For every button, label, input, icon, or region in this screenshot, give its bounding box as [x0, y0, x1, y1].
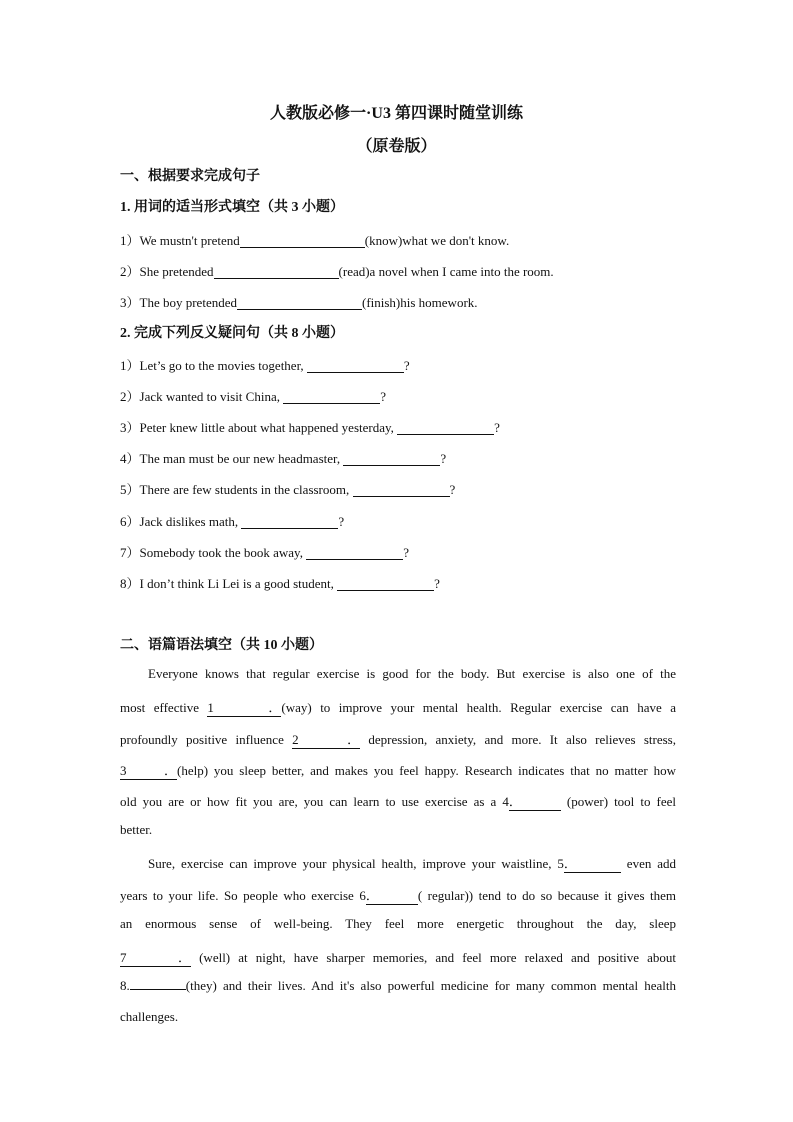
- passage-line: Everyone knows that regular exercise is good for the body. But exercise is also one of the: [148, 666, 676, 681]
- passage-text: (well) at night, have sharper memories, and feel more relaxed and positive about: [191, 950, 676, 965]
- passage-text: (they) and their lives. And it's also powerful medicine for many common mental health: [185, 978, 676, 993]
- section1-heading: 一、根据要求完成句子: [120, 169, 260, 184]
- passage-text: even add: [620, 856, 676, 871]
- passage-line: [120, 791, 676, 811]
- list-item: [120, 261, 554, 280]
- list-item: [120, 417, 500, 436]
- passage-text: (power) tool to feel: [560, 794, 676, 809]
- passage-text: (way) to improve your mental health. Regular exercise can have a: [281, 700, 676, 715]
- item-number: 3）: [120, 420, 140, 435]
- answer-blank[interactable]: [241, 515, 338, 529]
- item-number: 2）: [120, 389, 140, 404]
- item-text: Somebody took the book away,: [139, 545, 307, 560]
- answer-blank[interactable]: [214, 265, 339, 279]
- passage-text: most effective: [120, 700, 208, 715]
- answer-blank-6[interactable]: ．: [366, 885, 418, 905]
- item-text: (read)a novel when I came into the room.: [338, 264, 554, 279]
- part1-heading: 1. 用词的适当形式填空（共 3 小题）: [120, 200, 344, 215]
- answer-blank[interactable]: [237, 296, 362, 310]
- passage-text: ( regular)) tend to do so because it gives them: [417, 888, 677, 903]
- section2-heading: 二、语篇语法填空（共 10 小题）: [120, 638, 323, 653]
- passage-text: years to your life. So people who exercise 6: [120, 888, 366, 903]
- item-number: 4）: [120, 451, 140, 466]
- passage-text: (help) you sleep better, and makes you feel happy. Research indicates that no matter how: [177, 763, 676, 778]
- passage-line: [120, 697, 676, 717]
- answer-blank[interactable]: [353, 483, 450, 497]
- list-item: [120, 292, 478, 311]
- list-item: [120, 542, 409, 561]
- page-subtitle: （原卷版）: [356, 138, 437, 155]
- item-text: We mustn't pretend: [139, 233, 240, 248]
- answer-blank[interactable]: [283, 390, 380, 404]
- item-text: (know)what we don't know.: [364, 233, 510, 248]
- passage-line: [120, 760, 676, 780]
- list-item: [120, 355, 410, 374]
- answer-blank-7[interactable]: 7．: [120, 947, 191, 967]
- answer-blank[interactable]: [343, 452, 440, 466]
- item-number: 3）: [120, 295, 140, 310]
- item-text: There are few students in the classroom,: [139, 482, 353, 497]
- item-number: 5）: [120, 482, 140, 497]
- answer-blank[interactable]: [397, 421, 494, 435]
- item-text: ?: [380, 389, 386, 404]
- item-text: The boy pretended: [139, 295, 237, 310]
- item-text: ?: [434, 576, 440, 591]
- item-text: Peter knew little about what happened yesterday,: [139, 420, 398, 435]
- passage-text: old you are or how fit you are, you can learn to use exercise as a 4: [120, 794, 509, 809]
- item-text: Jack wanted to visit China,: [139, 389, 284, 404]
- answer-blank-4[interactable]: ．: [509, 791, 561, 811]
- list-item: [120, 479, 455, 498]
- passage-text: Sure, exercise can improve your physical health, improve your waistline, 5: [148, 856, 564, 871]
- passage-text: 8.: [120, 978, 130, 993]
- item-text: (finish)his homework.: [361, 295, 478, 310]
- list-item: [120, 386, 386, 405]
- list-item: [120, 448, 446, 467]
- item-text: ?: [494, 420, 500, 435]
- passage-line: challenges.: [120, 1009, 179, 1024]
- passage-text: depression, anxiety, and more. It also relieves stress,: [360, 732, 676, 747]
- item-text: She pretended: [139, 264, 214, 279]
- passage-line: [120, 729, 676, 749]
- item-text: ?: [338, 514, 345, 529]
- passage-line: [148, 853, 676, 873]
- item-number: 7）: [120, 545, 140, 560]
- item-text: ?: [449, 482, 456, 497]
- answer-blank[interactable]: [337, 577, 434, 591]
- answer-blank[interactable]: [240, 234, 365, 248]
- item-number: 1）: [120, 233, 140, 248]
- item-number: 1）: [120, 358, 140, 373]
- passage-line: [120, 885, 676, 905]
- list-item: [120, 573, 440, 592]
- list-item: [120, 511, 344, 530]
- passage-line: [120, 947, 676, 967]
- list-item: [120, 230, 509, 249]
- item-number: 2）: [120, 264, 140, 279]
- answer-blank[interactable]: [306, 546, 403, 560]
- answer-blank-1[interactable]: 1．: [207, 697, 281, 717]
- passage-line: better.: [120, 822, 153, 837]
- passage-line: [120, 978, 676, 994]
- part2-heading: 2. 完成下列反义疑问句（共 8 小题）: [120, 326, 344, 341]
- answer-blank-5[interactable]: ．: [564, 853, 621, 873]
- item-number: 6）: [120, 514, 140, 529]
- item-text: ?: [440, 451, 447, 466]
- page-title: 人教版必修一·U3 第四课时随堂训练: [270, 105, 523, 122]
- item-text: ?: [403, 358, 410, 373]
- item-text: Jack dislikes math,: [139, 514, 242, 529]
- answer-blank[interactable]: [307, 359, 404, 373]
- passage-line: an enormous sense of well-being. They feel more energetic throughout the day, sleep: [120, 916, 676, 931]
- item-text: I don’t think Li Lei is a good student,: [139, 576, 338, 591]
- answer-blank-3[interactable]: 3．: [120, 760, 177, 780]
- passage-text: profoundly positive influence: [120, 732, 293, 747]
- item-text: The man must be our new headmaster,: [139, 451, 344, 466]
- answer-blank-8[interactable]: [130, 989, 186, 990]
- item-text: ?: [403, 545, 409, 560]
- item-number: 8）: [120, 576, 140, 591]
- answer-blank-2[interactable]: 2．: [292, 729, 360, 749]
- item-text: Let’s go to the movies together,: [139, 358, 307, 373]
